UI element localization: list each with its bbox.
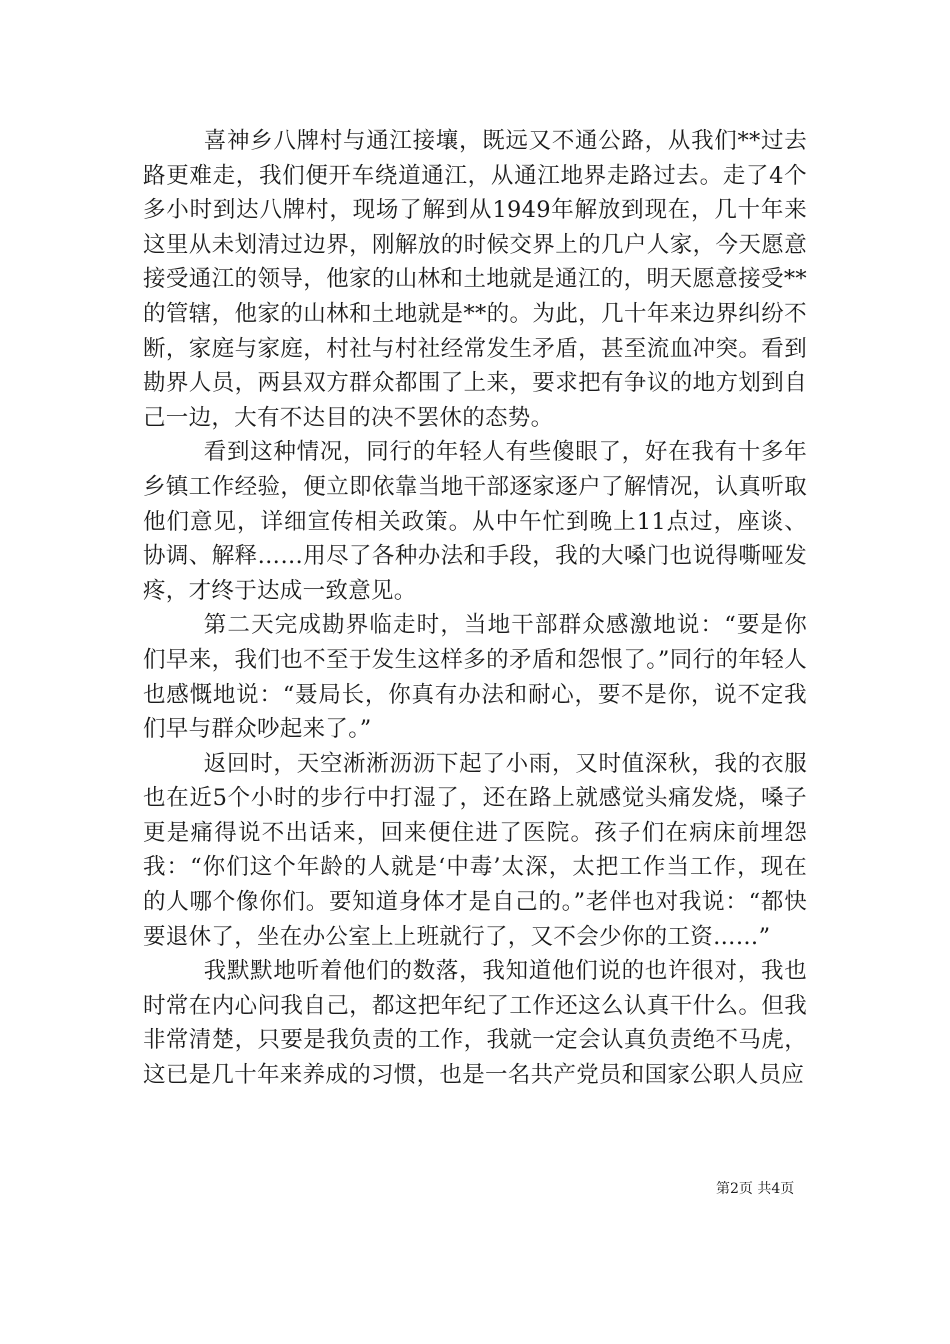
page-number: 第2页 共4页 [716, 1181, 795, 1197]
paragraph: 喜神乡八牌村与通江接壤，既远又不通公路，从我们**过去路更难走，我们便开车绕道通江，从通江地界走路过去。走了4个多小时到达八牌村，现场了解到从1949年解放到现在，几十年来这里从未划清过边界，刚解放的时候交界上的几户人家，今天愿意接受通江的领导，他家的山林和土地就是通江的，明天愿意接受**的管辖，他家的山林和土地就是**的。为此，几十年来边界纠纷不断，家庭与家庭，村社与村社经常发生矛盾，甚至流血冲突。看到勘界人员，两县双方群众都围了上来，要求把有争议的地方划到自己一边，大有不达目的决不罢休的态势。 [143, 128, 807, 431]
document-body [143, 124, 807, 1093]
paragraph: 看到这种情况，同行的年轻人有些傻眼了，好在我有十多年乡镇工作经验，便立即依靠当地干部逐家逐户了解情况，认真听取他们意见，详细宣传相关政策。从中午忙到晚上11点过，座谈、协调、解释……用尽了各种办法和手段，我的大嗓门也说得嘶哑发疼，才终于达成一致意见。 [143, 439, 807, 604]
paragraph: 返回时，天空淅淅沥沥下起了小雨，又时值深秋，我的衣服也在近5个小时的步行中打湿了，还在路上就感觉头痛发烧，嗓子更是痛得说不出话来，回来便住进了医院。孩子们在病床前埋怨我：“你们这个年龄的人就是‘中毒’太深，太把工作当工作，现在的人哪个像你们。要知道身体才是自己的。”老伴也对我说：“都快要退休了，坐在办公室上上班就行了，又不会少你的工资……” [143, 750, 807, 950]
paragraph: 第二天完成勘界临走时，当地干部群众感激地说：“要是你们早来，我们也不至于发生这样多的矛盾和怨恨了。”同行的年轻人也感慨地说：“聂局长，你真有办法和耐心，要不是你，说不定我们早与群众吵起来了。” [143, 612, 807, 743]
paragraph: 我默默地听着他们的数落，我知道他们说的也许很对，我也时常在内心问我自己，都这把年纪了工作还这么认真干什么。但我非常清楚，只要是我负责的工作，我就一定会认真负责绝不马虎，这已是几十年来养成的习惯，也是一名共产党员和国家公职人员应 [143, 958, 807, 1089]
